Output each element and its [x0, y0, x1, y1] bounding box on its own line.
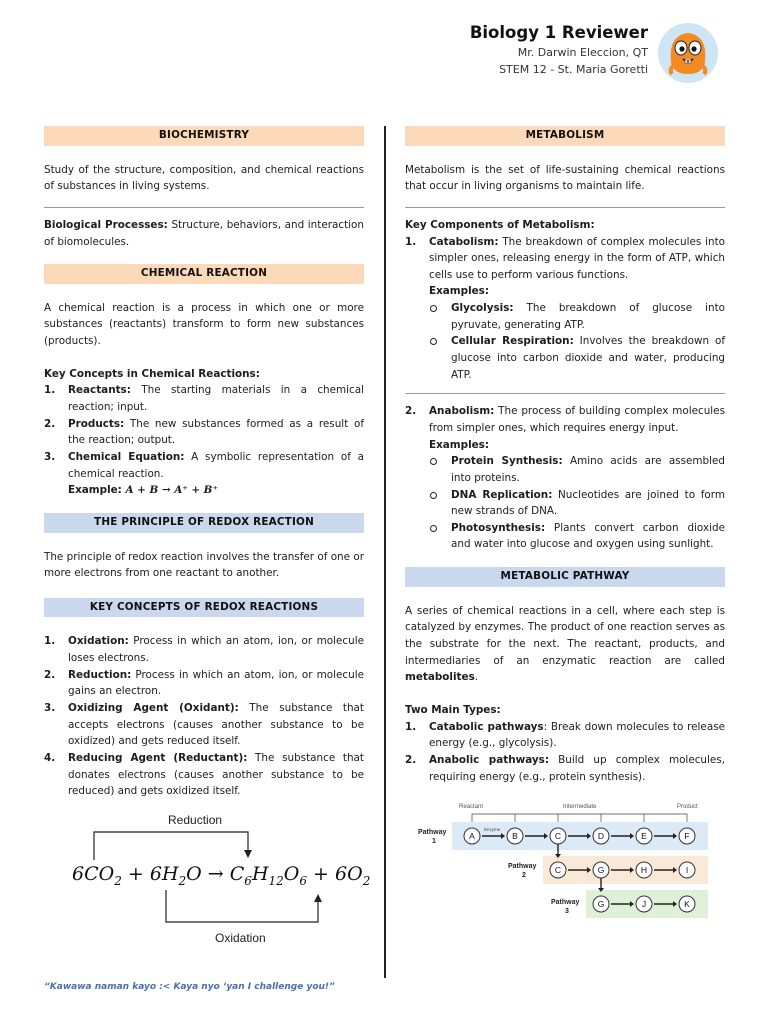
- anabolism-item: [405, 403, 725, 553]
- svg-text:J: J: [641, 899, 647, 909]
- item-number: 2.: [44, 417, 56, 430]
- examples-label: Examples:: [429, 438, 490, 451]
- pathway-node: [550, 828, 566, 844]
- reduction-label: Reduction: [168, 813, 223, 827]
- anabolism-examples: [429, 453, 725, 553]
- redox-principle-heading: THE PRINCIPLE OF REDOX REACTION: [44, 513, 364, 533]
- left-column: [44, 126, 364, 800]
- example-term: DNA Replication:: [451, 488, 553, 501]
- item-text: : Break down molecules to release energy (e.g., glycolysis).: [429, 720, 726, 750]
- item-term: Catabolism:: [429, 235, 499, 248]
- pathway-2-label: Pathway: [508, 863, 537, 870]
- item-text: The substance that accepts electrons (causes another substance to be oxidized) and gets reduced itself.: [68, 702, 364, 748]
- svg-text:A: A: [469, 831, 475, 841]
- oxidation-label: Oxidation: [215, 931, 266, 945]
- pathway-node: [507, 828, 523, 844]
- svg-text:G: G: [597, 865, 605, 875]
- pathway-types-list: [405, 719, 725, 786]
- metabolism-definition: Metabolism is the set of life-sustaining chemical reactions that occur in living organisms to maintain life.: [405, 163, 725, 193]
- item-number: 1.: [44, 384, 56, 397]
- biochemistry-heading: BIOCHEMISTRY: [44, 126, 364, 146]
- redox-equation-diagram: [60, 810, 371, 950]
- pathway-node: [636, 828, 652, 844]
- catabolism-examples: [429, 300, 725, 383]
- pathway-types-title: Two Main Types:: [405, 703, 501, 716]
- bullet-circle-icon: [430, 492, 437, 499]
- pathway-node: [464, 828, 480, 844]
- item-number: 1.: [44, 635, 56, 648]
- example-text: Involves the breakdown of glucose into carbon dioxide and water, producing ATP.: [451, 335, 725, 381]
- metabolic-pathway-text: [405, 603, 725, 686]
- enzyme-label: Enzyme: [484, 827, 501, 832]
- list-item: [429, 520, 725, 553]
- list-item: [44, 416, 364, 449]
- list-item: [44, 633, 364, 666]
- metabolism-components-title: Key Components of Metabolism:: [405, 218, 595, 231]
- pathway-1-label: Pathway: [418, 829, 447, 836]
- item-text: Process in which an atom, ion, or molecule gains an electron.: [68, 668, 364, 698]
- item-text: Process in which an atom, ion, or molecule loses electrons.: [68, 635, 364, 665]
- item-number: 1.: [405, 720, 417, 733]
- pathway-node: [636, 862, 652, 878]
- pathway-2-number: 2: [522, 872, 526, 879]
- item-text: The new substances formed as a result of the reaction; output.: [68, 417, 364, 447]
- reduction-bracket: [94, 832, 248, 860]
- item-text: The process of building complex molecules from simpler ones, which requires energy input.: [429, 405, 725, 434]
- pathway-node: [679, 828, 695, 844]
- oxidation-bracket: [166, 890, 318, 922]
- catabolism-item: [405, 234, 725, 384]
- example-equation: A + B → A⁺ + B⁺: [125, 484, 218, 497]
- list-item: [429, 300, 725, 333]
- item-number: 3.: [44, 702, 56, 715]
- metabolic-pathway-heading: METABOLIC PATHWAY: [405, 567, 725, 587]
- redox-concepts-list: [44, 633, 364, 799]
- intermediate-label: Intermediate: [563, 804, 597, 810]
- footer-quote: “Kawawa naman kayo :< Kaya nyo ‘yan I challenge you!”: [44, 982, 335, 992]
- item-term: Anabolism:: [429, 405, 495, 418]
- item-number: 2.: [405, 405, 417, 418]
- anabolism-list: [405, 403, 725, 553]
- metabolism-heading: METABOLISM: [405, 126, 725, 146]
- page-header: [470, 22, 648, 78]
- divider-line: [44, 207, 364, 208]
- chemical-concepts-list: [44, 382, 364, 498]
- pathway-node: [593, 862, 609, 878]
- biochemistry-definition: Study of the structure, composition, and chemical reactions of substances in living systems.: [44, 163, 364, 193]
- item-text: A symbolic representation of a chemical reaction.: [68, 450, 364, 480]
- item-term: Oxidizing Agent (Oxidant):: [68, 702, 239, 715]
- pathway-node: [550, 862, 566, 878]
- redox-principle-text: The principle of redox reaction involves the transfer of one or more electrons from one reactant to another.: [44, 550, 364, 580]
- oxidation-arrow-icon: [314, 894, 322, 902]
- item-term: Reactants:: [68, 384, 131, 397]
- example-term: Cellular Respiration:: [451, 335, 574, 348]
- chemical-reaction-definition: A chemical reaction is a process in which one or more substances (reactants) transform to form new substances (products).: [44, 301, 364, 348]
- right-column: [405, 126, 725, 785]
- mascot-avatar-icon: [657, 22, 719, 84]
- item-term: Products:: [68, 417, 125, 430]
- bullet-circle-icon: [430, 458, 437, 465]
- page-title: Biology 1 Reviewer: [469, 23, 648, 42]
- item-number: 3.: [44, 450, 56, 463]
- pathway-1-number: 1: [432, 838, 436, 845]
- metabolism-components-list: [405, 234, 725, 384]
- redox-concepts-heading: KEY CONCEPTS OF REDOX REACTIONS: [44, 598, 364, 618]
- item-text: The breakdown of complex molecules into simpler ones, releasing energy in the form of ATP, which cells use to perform various functions.: [429, 235, 725, 281]
- example-term: Glycolysis:: [451, 302, 514, 315]
- pathway-text-part: A series of chemical reactions in a cell, where each step is catalyzed by enzymes. The product of one reaction serves as the substrate for the next. The reactant, products, and intermediaries of an enzymatic reaction are called: [405, 604, 725, 667]
- divider-line: [405, 207, 725, 208]
- redox-equation: $6CO_2 + 6H_2O \to C_6H_{12}O_6 + 6O_2$: [72, 863, 371, 888]
- pathway-node: [636, 896, 652, 912]
- svg-text:D: D: [597, 831, 605, 841]
- svg-text:H: H: [640, 865, 648, 875]
- biological-processes-text: Structure, behaviors, and interaction of biomolecules.: [44, 218, 364, 248]
- list-item: [429, 487, 725, 520]
- example-text: Amino acids are assembled into proteins.: [451, 455, 725, 484]
- divider-line: [405, 393, 725, 394]
- list-item: [44, 750, 364, 800]
- list-item: [44, 449, 364, 499]
- reactant-label: Reactant: [459, 804, 484, 810]
- chemical-concepts-title: Key Concepts in Chemical Reactions:: [44, 367, 260, 380]
- item-text: Build up complex molecules, requiring energy (e.g., protein synthesis).: [429, 753, 726, 783]
- class-section: STEM 12 - St. Maria Goretti: [499, 63, 648, 77]
- list-item: [429, 333, 725, 383]
- item-number: 1.: [405, 235, 417, 248]
- example-term: Photosynthesis:: [451, 521, 546, 534]
- example-text: Plants convert carbon dioxide and water into glucose and oxygen using sunlight.: [451, 521, 725, 551]
- pathway-3-label: Pathway: [551, 899, 580, 906]
- item-term: Reducing Agent (Reductant):: [68, 751, 248, 764]
- pathway-3-number: 3: [565, 908, 569, 915]
- list-item: [405, 752, 725, 785]
- svg-text:F: F: [684, 831, 690, 841]
- svg-text:K: K: [684, 899, 690, 909]
- biological-processes-label: Biological Processes:: [44, 218, 168, 231]
- svg-text:I: I: [685, 865, 689, 875]
- bullet-circle-icon: [430, 338, 437, 345]
- item-number: 2.: [44, 668, 56, 681]
- example-text: Nucleotides are joined to form new strands of DNA.: [451, 488, 725, 518]
- example-text: The breakdown of glucose into pyruvate, generating ATP.: [451, 302, 725, 331]
- metabolites-term: metabolites: [405, 671, 475, 684]
- svg-text:C: C: [554, 831, 562, 841]
- biological-processes: [44, 217, 364, 250]
- item-number: 2.: [405, 753, 417, 766]
- bullet-circle-icon: [430, 525, 437, 532]
- item-term: Anabolic pathways:: [429, 753, 550, 766]
- column-divider: [384, 126, 386, 978]
- item-term: Chemical Equation:: [68, 450, 185, 463]
- svg-text:B: B: [512, 831, 518, 841]
- example-term: Protein Synthesis:: [451, 455, 563, 468]
- reduction-arrow-icon: [244, 850, 252, 858]
- item-number: 4.: [44, 751, 56, 764]
- examples-label: Examples:: [429, 285, 490, 298]
- author-name: Mr. Darwin Eleccion, QT: [517, 46, 648, 60]
- list-item: [44, 700, 364, 750]
- svg-text:C: C: [554, 865, 562, 875]
- list-item: [44, 382, 364, 415]
- item-term: Catabolic pathways: [429, 720, 544, 733]
- pathway-node: [593, 828, 609, 844]
- product-label: Product: [677, 804, 698, 810]
- svg-text:G: G: [597, 899, 605, 909]
- pathway-text-part: .: [474, 671, 479, 684]
- svg-text:E: E: [641, 831, 647, 841]
- list-item: [44, 667, 364, 700]
- list-item: [405, 719, 725, 752]
- pathway-node: [593, 896, 609, 912]
- chemical-reaction-heading: CHEMICAL REACTION: [44, 264, 364, 284]
- list-item: [429, 453, 725, 486]
- pathway-node: [679, 862, 695, 878]
- item-term: Reduction:: [68, 668, 132, 681]
- bullet-circle-icon: [430, 305, 437, 312]
- pathway-node: [679, 896, 695, 912]
- item-text: The starting materials in a chemical reaction; input.: [68, 384, 364, 414]
- item-text: The substance that donates electrons (causes another substance to be reduced) and gets oxidized itself.: [68, 751, 364, 798]
- example-label: Example:: [68, 484, 126, 497]
- item-term: Oxidation:: [68, 635, 129, 648]
- metabolic-pathway-diagram: [414, 798, 726, 930]
